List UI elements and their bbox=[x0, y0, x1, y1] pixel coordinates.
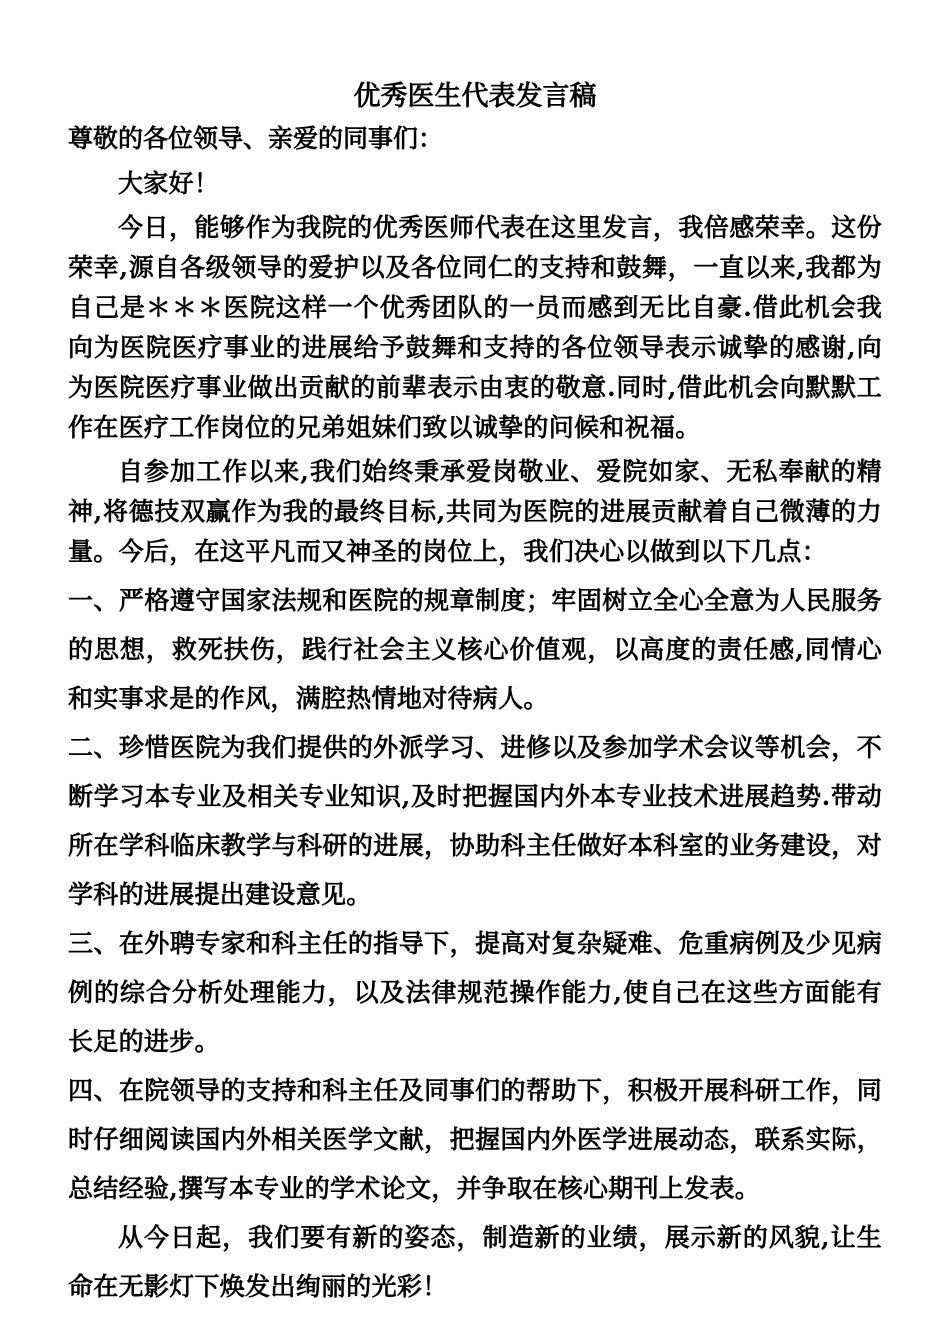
list-item-3: 三、在外聘专家和科主任的指导下，提高对复杂疑难、危重病例及少见病例的综合分析处理能力，以及法律规范操作能力,使自己在这些方面能有长足的进步。 bbox=[68, 929, 882, 1056]
greeting: 大家好！ bbox=[118, 169, 220, 198]
document-page bbox=[68, 78, 882, 1311]
list-item-2: 二、珍惜医院为我们提供的外派学习、进修以及参加学术会议等机会，不断学习本专业及相关专业知识,及时把握国内外本专业技术进展趋势.带动所在学科临床教学与科研的进展，协助科主任做好本科室的业务建设，对学科的进展提出建设意见。 bbox=[68, 733, 882, 909]
paragraph-opening: 今日，能够作为我院的优秀医师代表在这里发言，我倍感荣幸。这份荣幸,源自各级领导的爱护以及各位同仁的支持和鼓舞，一直以来,我都为自己是＊＊＊医院这样一个优秀团队的一员而感到无比自豪.借此机会我向为医院医疗事业的进展给予鼓舞和支持的各位领导表示诚挚的感谢,向为医院医疗事业做出贡献的前辈表示由衷的敬意.同时,借此机会向默默工作在医疗工作岗位的兄弟姐妹们致以诚挚的问候和祝福。 bbox=[68, 213, 882, 442]
list-item-4: 四、在院领导的支持和科主任及同事们的帮助下，积极开展科研工作，同时仔细阅读国内外相关医学文献，把握国内外医学进展动态，联系实际，总结经验,撰写本专业的学术论文，并争取在核心期刊上发表。 bbox=[68, 1076, 882, 1203]
document-title: 优秀医生代表发言稿 bbox=[353, 81, 597, 112]
salutation: 尊敬的各位领导、亲爱的同事们： bbox=[68, 124, 444, 153]
list-item-1: 一、严格遵守国家法规和医院的规章制度；牢固树立全心全意为人民服务的思想，救死扶伤，践行社会主义核心价值观，以高度的责任感,同情心和实事求是的作风，满腔热情地对待病人。 bbox=[68, 586, 882, 713]
paragraph-commitment: 自参加工作以来,我们始终秉承爱岗敬业、爱院如家、无私奉献的精神,将德技双赢作为我的最终目标,共同为医院的进展贡献着自己微薄的力量。今后，在这平凡而又神圣的岗位上，我们决心以做到以下几点： bbox=[68, 457, 882, 566]
closing-paragraph: 从今日起，我们要有新的姿态，制造新的业绩，展示新的风貌,让生命在无影灯下焕发出绚丽的光彩！ bbox=[68, 1223, 882, 1301]
